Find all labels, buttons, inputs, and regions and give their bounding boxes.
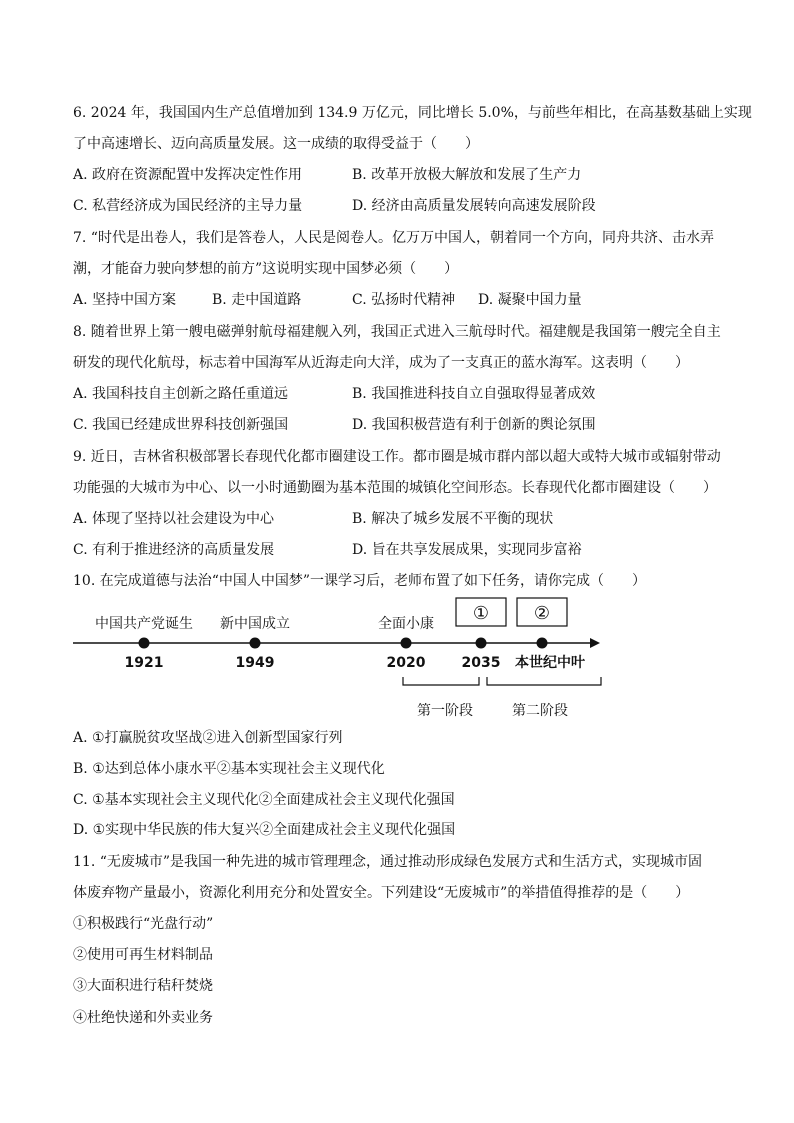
q6-stem-line2: 了中高速增长、迈向高质量发展。这一成绩的取得受益于（ ）	[73, 136, 479, 152]
timeline-dot-midcentury	[537, 638, 548, 649]
timeline-dot-1921	[139, 638, 150, 649]
q7-stem-line2: 潮，才能奋力驶向梦想的前方”这说明实现中国梦必须（ ）	[73, 261, 459, 277]
q11-stem-line1: 11. “无废城市”是我国一种先进的城市管理理念，通过推动形成绿色发展方式和生活方式，实现城市固	[73, 854, 703, 870]
q9-option-a[interactable]: A. 体现了坚持以社会建设为中心	[73, 511, 275, 527]
q10-option-d[interactable]: D. ①实现中华民族的伟大复兴②全面建成社会主义现代化强国	[73, 822, 456, 838]
timeline-blank-2: ②	[533, 603, 551, 624]
q7-option-b[interactable]: B. 走中国道路	[212, 292, 302, 308]
q6-stem-line1: 6. 2024 年，我国国内生产总值增加到 134.9 万亿元，同比增长 5.0%，与前些年相比，在高基数基础上实现	[73, 105, 752, 121]
q8-stem-line2: 研发的现代化航母，标志着中国海军从近海走向大洋，成为了一支真正的蓝水海军。这表明（ ）	[73, 355, 689, 371]
q9-option-c[interactable]: C. 有利于推进经济的高质量发展	[73, 542, 275, 558]
timeline-dot-2020	[401, 638, 412, 649]
q8-option-d[interactable]: D. 我国积极营造有利于创新的舆论氛围	[352, 417, 596, 433]
timeline-dot-1949	[250, 638, 261, 649]
q6-option-a[interactable]: A. 政府在资源配置中发挥决定性作用	[73, 167, 303, 183]
timeline-bracket-stage1	[403, 677, 479, 685]
q9-stem-line1: 9. 近日，吉林省积极部署长春现代化都市圈建设工作。都市圈是城市群内部以超大或特大城市或辐射带动	[73, 449, 721, 465]
q11-item-4: ④杜绝快递和外卖业务	[73, 1010, 213, 1026]
timeline-year-1949: 1949	[235, 655, 275, 671]
q11-item-3: ③大面积进行秸秆焚烧	[73, 978, 213, 994]
timeline-dot-2035	[476, 638, 487, 649]
timeline-arrow-icon	[590, 638, 600, 648]
timeline-label-cpc-founded: 中国共产党诞生	[95, 616, 193, 632]
q6-option-c[interactable]: C. 私营经济成为国民经济的主导力量	[73, 198, 303, 214]
timeline-stage-1: 第一阶段	[417, 703, 473, 719]
q10-option-c[interactable]: C. ①基本实现社会主义现代化②全面建成社会主义现代化强国	[73, 792, 455, 808]
timeline-label-moderate-prosperity: 全面小康	[378, 616, 434, 632]
q6-option-d[interactable]: D. 经济由高质量发展转向高速发展阶段	[352, 198, 596, 214]
q11-item-1: ①积极践行“光盘行动”	[73, 916, 214, 932]
timeline-bracket-stage2	[487, 677, 601, 685]
q7-option-a[interactable]: A. 坚持中国方案	[73, 292, 177, 308]
timeline-year-2035: 2035	[461, 655, 501, 671]
q10-timeline-diagram	[70, 592, 610, 724]
timeline-blank-1: ①	[472, 603, 490, 624]
q8-option-a[interactable]: A. 我国科技自主创新之路任重道远	[73, 386, 289, 402]
q11-stem-line2: 体废弃物产量最小，资源化利用充分和处置安全。下列建设“无废城市”的举措值得推荐的是（ ）	[73, 885, 690, 901]
q7-option-d[interactable]: D. 凝聚中国力量	[478, 292, 582, 308]
q7-stem-line1: 7. “时代是出卷人，我们是答卷人，人民是阅卷人。亿万万中国人，朝着同一个方向，同舟共济、击水弄	[73, 230, 714, 246]
timeline-year-2020: 2020	[386, 655, 426, 671]
q10-option-b[interactable]: B. ①达到总体小康水平②基本实现社会主义现代化	[73, 761, 385, 777]
q8-option-b[interactable]: B. 我国推进科技自立自强取得显著成效	[352, 386, 596, 402]
timeline-year-midcentury: 本世纪中叶	[515, 655, 585, 671]
q10-option-a[interactable]: A. ①打赢脱贫攻坚战②进入创新型国家行列	[73, 730, 343, 746]
q11-item-2: ②使用可再生材料制品	[73, 947, 213, 963]
q8-option-c[interactable]: C. 我国已经建成世界科技创新强国	[73, 417, 289, 433]
timeline-year-1921: 1921	[124, 655, 164, 671]
q9-option-d[interactable]: D. 旨在共享发展成果，实现同步富裕	[352, 542, 582, 558]
q6-option-b[interactable]: B. 改革开放极大解放和发展了生产力	[352, 167, 582, 183]
q8-stem-line1: 8. 随着世界上第一艘电磁弹射航母福建舰入列，我国正式进入三航母时代。福建舰是我国第一艘完全自主	[73, 324, 721, 340]
timeline-stage-2: 第二阶段	[512, 703, 568, 719]
q7-option-c[interactable]: C. 弘扬时代精神	[352, 292, 456, 308]
q9-option-b[interactable]: B. 解决了城乡发展不平衡的现状	[352, 511, 554, 527]
q10-stem-line1: 10. 在完成道德与法治“中国人中国梦”一课学习后，老师布置了如下任务，请你完成（ ）	[73, 573, 647, 589]
q9-stem-line2: 功能强的大城市为中心、以一小时通勤圈为基本范围的城镇化空间形态。长春现代化都市圈建设（ ）	[73, 480, 717, 496]
timeline-label-prc-founded: 新中国成立	[220, 616, 290, 632]
